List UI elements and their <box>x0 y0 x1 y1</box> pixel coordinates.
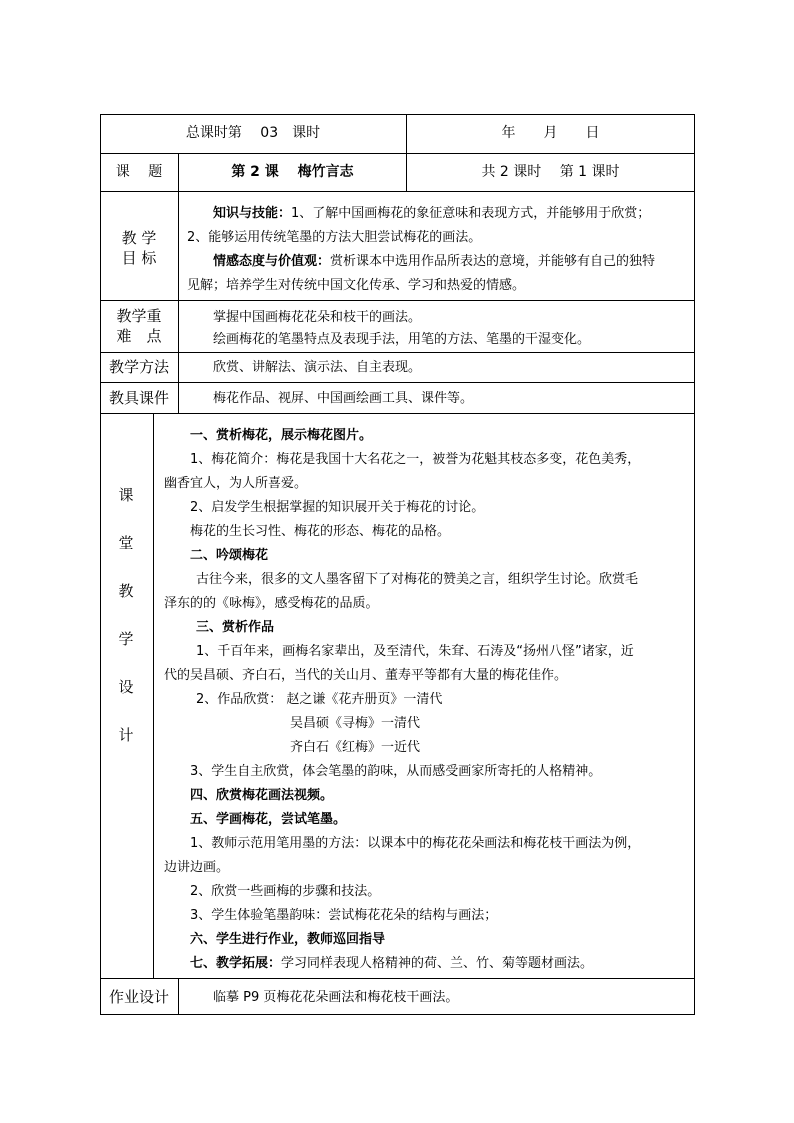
row-divider <box>100 300 695 301</box>
objectives-line: 2、能够运用传统笔墨的方法大胆尝试梅花的画法。 <box>187 230 482 245</box>
objectives-knowledge-heading: 知识与技能： <box>213 206 292 221</box>
row-divider <box>100 191 695 192</box>
paragraph-line: 1、梅花简介：梅花是我国十大名花之一，被誉为花魁其枝态多变，花色美秀， <box>190 452 641 467</box>
row-divider <box>100 153 695 154</box>
design-label-char: 教 <box>118 582 134 600</box>
design-label-char: 学 <box>118 630 134 648</box>
artwork-line: 齐白石《红梅》一近代 <box>290 740 421 755</box>
difficulty-line: 掌握中国画梅花花朵和枝干的画法。 <box>213 310 422 325</box>
row-divider <box>100 382 695 383</box>
homework-value: 临摹 P9 页梅花花朵画法和梅花枝干画法。 <box>213 990 459 1005</box>
section-heading: 四、欣赏梅花画法视频。 <box>190 788 334 803</box>
design-label-char: 计 <box>118 726 134 744</box>
method-label: 教学方法 <box>108 358 169 376</box>
section-heading: 五、学画梅花，尝试笔墨。 <box>190 812 347 827</box>
col-divider <box>178 978 179 1015</box>
date-field: 年 月 日 <box>501 125 600 141</box>
paragraph-line: 2、启发学生根据掌握的知识展开关于梅花的讨论。 <box>190 500 485 515</box>
objectives-label: 目 标 <box>121 249 157 267</box>
section-heading: 二、吟颂梅花 <box>190 548 269 563</box>
total-period: 总课时第 03 课时 <box>185 125 321 141</box>
difficulty-label: 教学重 <box>116 307 162 325</box>
col-divider <box>178 153 179 413</box>
difficulty-label: 难 点 <box>116 327 162 345</box>
difficulty-line: 绘画梅花的笔墨特点及表现手法，用笔的方法、笔墨的干湿变化。 <box>213 332 591 347</box>
design-label-char: 课 <box>118 486 134 504</box>
objectives-knowledge-text: 1、了解中国画梅花的象征意味和表现方式，并能够用于欣赏； <box>291 206 651 221</box>
paragraph-line: 边讲边画。 <box>164 860 230 875</box>
objectives-line <box>213 252 655 272</box>
objectives-label: 教 学 <box>121 229 157 247</box>
paragraph-line: 1、教师示范用笔用墨的方法：以课本中的梅花花朵画法和梅花枝干画法为例， <box>190 836 641 851</box>
homework-label: 作业设计 <box>108 988 169 1006</box>
border-top <box>100 114 695 115</box>
design-label-char: 设 <box>118 678 134 696</box>
objectives-line: 见解；培养学生对传统中国文化传承、学习和热爱的情感。 <box>187 278 526 293</box>
paragraph-line: 泽东的的《咏梅》，感受梅花的品质。 <box>164 596 379 611</box>
artwork-line: 2、作品欣赏： 赵之谦《花卉册页》一清代 <box>196 692 443 707</box>
section-heading: 六、学生进行作业，教师巡回指导 <box>190 932 386 947</box>
tools-value: 梅花作品、视屏、中国画绘画工具、课件等。 <box>213 391 474 406</box>
border-right <box>694 114 695 1015</box>
section-heading: 三、赏析作品 <box>196 620 275 635</box>
section-text: 学习同样表现人格精神的荷、兰、竹、菊等题材画法。 <box>281 956 594 971</box>
paragraph-line: 代的吴昌硕、齐白石，当代的关山月、董寿平等都有大量的梅花佳作。 <box>164 668 568 683</box>
row-divider <box>100 413 695 414</box>
objectives-attitude-heading: 情感态度与价值观： <box>213 254 331 269</box>
paragraph-line: 2、欣赏一些画梅的步骤和技法。 <box>190 884 381 899</box>
topic-value: 第 2 课 梅竹言志 <box>231 164 354 180</box>
topic-label: 课 题 <box>115 164 163 180</box>
row-divider <box>100 978 695 979</box>
border-bottom <box>100 1014 695 1015</box>
paragraph-line: 梅花的生长习性、梅花的形态、梅花的品格。 <box>190 524 451 539</box>
paragraph-line: 3、学生自主欣赏，体会笔墨的韵味，从而感受画家所寄托的人格精神。 <box>190 764 602 779</box>
paragraph-line <box>190 954 593 974</box>
section-heading: 七、教学拓展： <box>190 956 282 971</box>
design-label-char: 堂 <box>118 534 134 552</box>
paragraph-line: 幽香宜人，为人所喜爱。 <box>164 476 308 491</box>
objectives-attitude-text: 赏析课本中选用作品所表达的意境，并能够有自己的独特 <box>330 254 656 269</box>
row-divider <box>100 352 695 353</box>
paragraph-line: 3、学生体验笔墨韵味：尝试梅花花朵的结构与画法； <box>190 908 498 923</box>
tools-label: 教具课件 <box>108 389 169 407</box>
artwork-line: 吴昌硕《寻梅》一清代 <box>290 716 421 731</box>
objectives-line <box>213 204 650 224</box>
paragraph-line: 古往今来，很多的文人墨客留下了对梅花的赞美之言，组织学生讨论。欣赏毛 <box>196 572 639 587</box>
paragraph-line: 1、千百年来，画梅名家辈出，及至清代，朱耷、石涛及“扬州八怪”诸家，近 <box>196 644 634 659</box>
col-divider <box>153 413 154 978</box>
method-value: 欣赏、讲解法、演示法、自主表现。 <box>213 360 422 375</box>
section-heading: 一、赏析梅花，展示梅花图片。 <box>190 428 373 443</box>
topic-periods: 共 2 课时 第 1 课时 <box>481 164 620 180</box>
